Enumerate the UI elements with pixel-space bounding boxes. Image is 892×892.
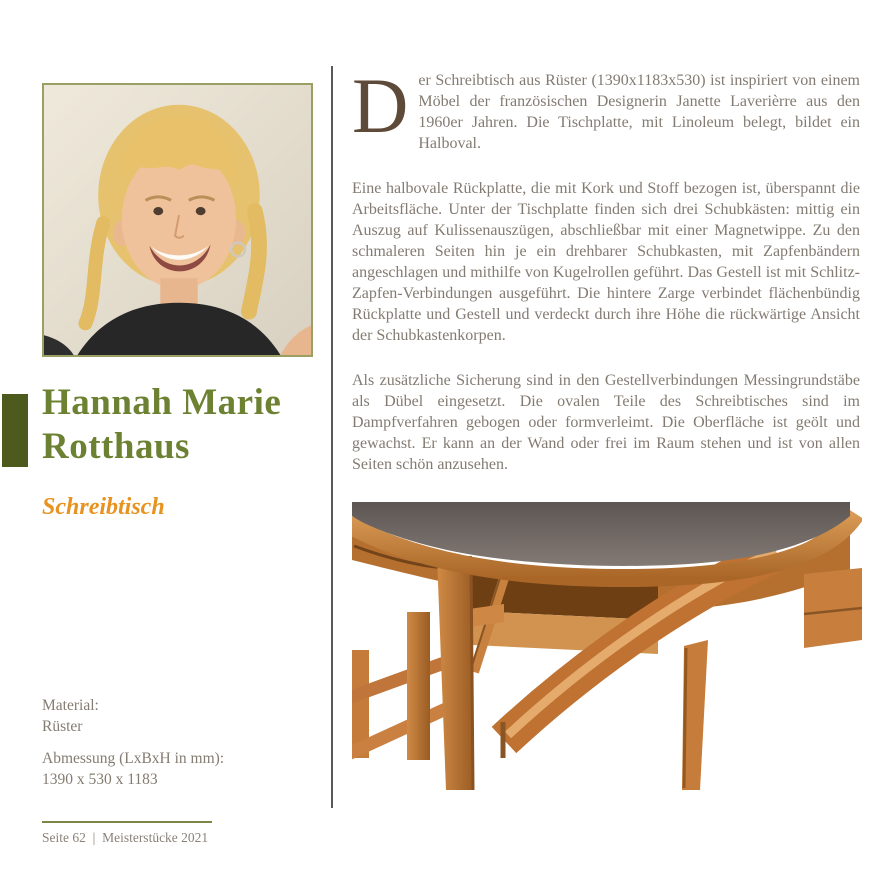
person-name-line2: Rotthaus [42, 426, 190, 467]
drop-cap: D [352, 62, 409, 149]
paragraph-3: Als zusätzliche Sicherung sind in den Gestellverbindungen Messingrundstäbe als Dübel eingesetzt. Die ovalen Teile des Schreibtisches sind im Dampfverfahren gebogen oder formverleimt. Die Oberfläche ist geölt und gewachst. Er kann an der Wand oder frei im Raum stehen und ist von allen Seiten schön anzusehen. [352, 372, 860, 473]
desk-photo [352, 500, 862, 792]
dimensions-group [42, 748, 224, 790]
desk-illustration [352, 500, 862, 792]
material-value: Rüster [42, 718, 83, 735]
paragraph-2: Eine halbovale Rückplatte, die mit Kork und Stoff bezogen ist, überspannt die Arbeitsfläche. Unter der Tischplatte finden sich drei Schubkästen: mittig ein Auszug auf Kulissenauszügen, abschließbar mit einer Magnetwippe. Zu den schmaleren Seiten hin je ein drehbarer Schubkasten, mit Zapfenbändern angeschlagen und mithilfe von Kugelrollen geführt. Das Gestell ist mit Schlitz-Zapfen-Verbindungen ausgeführt. Die hintere Zarge verbindet flächenbündig Rückplatte und Gestell und verdeckt durch ihre Höhe die rückwärtige Ansicht der Schubkastenkorpen. [352, 180, 860, 344]
column-divider [331, 66, 333, 808]
dimensions-value: 1390 x 530 x 1183 [42, 771, 158, 788]
portrait-photo [42, 83, 313, 357]
paragraph-1-text: er Schreibtisch aus Rüster (1390x1183x530) ist inspiriert von einem Möbel der französischen Designerin Janette Laverièrre aus den 1960er Jahren. Die Tischplatte, mit Linoleum belegt, bildet ein Halboval. [418, 72, 860, 152]
person-name-line1: Hannah Marie [42, 382, 282, 423]
paragraph-1 [352, 62, 860, 154]
portrait-illustration [44, 85, 311, 355]
dimensions-label: Abmessung (LxBxH in mm): [42, 750, 225, 767]
person-name [42, 381, 281, 469]
project-title: Schreibtisch [42, 494, 165, 520]
page-footer: Seite 62 | Meisterstücke 2021 [42, 830, 209, 845]
article-text [352, 62, 860, 499]
material-label: Material: [42, 697, 99, 714]
footer-rule [42, 821, 212, 823]
material-group [42, 695, 224, 737]
name-accent-block [2, 394, 28, 467]
object-details [42, 695, 224, 801]
